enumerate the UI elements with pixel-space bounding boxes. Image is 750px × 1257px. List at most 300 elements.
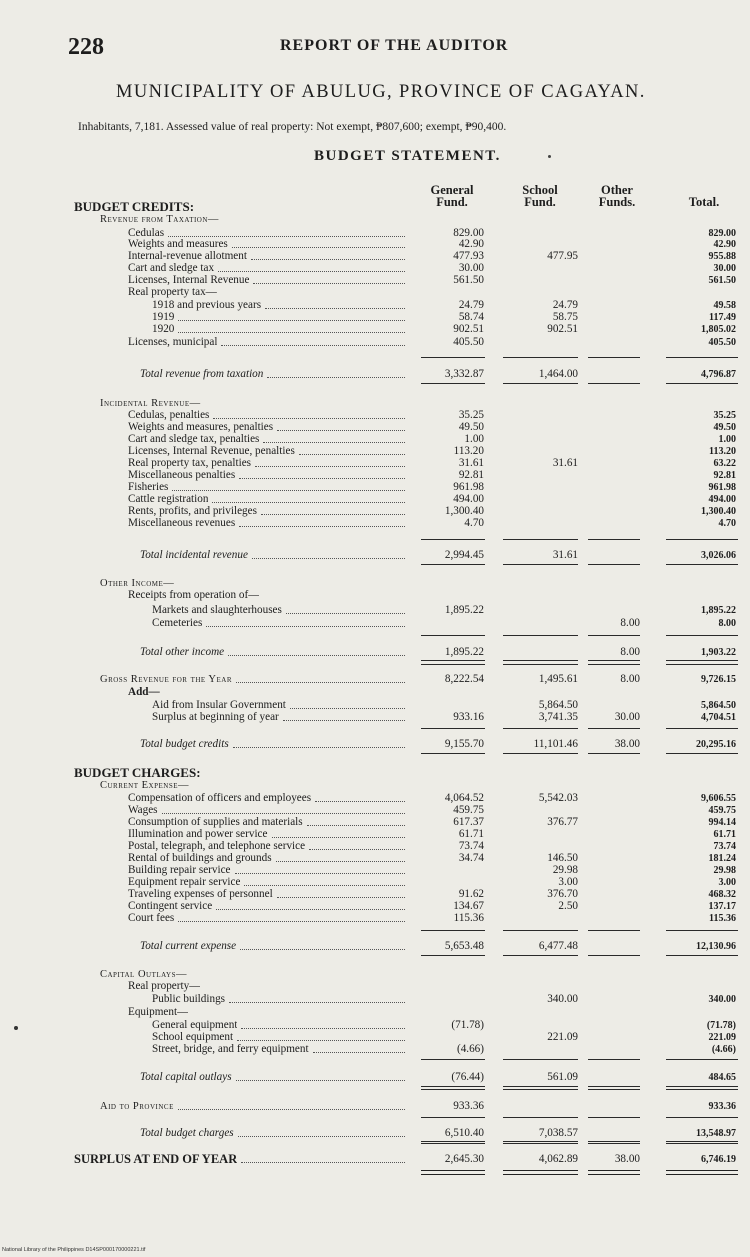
row-label: Other Income— xyxy=(100,578,175,589)
general-fund-cell: 30.00 xyxy=(458,262,484,274)
row-label: Miscellaneous penalties xyxy=(128,469,236,481)
table-row xyxy=(0,646,750,659)
column-rule xyxy=(421,1170,485,1175)
column-rule xyxy=(588,1089,640,1090)
row-label: Equipment— xyxy=(128,1006,189,1018)
table-row xyxy=(0,1127,750,1140)
school-fund-cell: 376.70 xyxy=(547,888,578,900)
column-rule xyxy=(421,1086,485,1087)
column-rule xyxy=(588,1170,640,1175)
column-rule xyxy=(421,664,485,665)
general-fund-cell: 5,653.48 xyxy=(444,940,484,952)
column-rule xyxy=(503,1089,578,1090)
dot-leader xyxy=(229,1002,405,1003)
dot-leader xyxy=(241,1028,405,1029)
dot-leader xyxy=(232,247,405,248)
column-rule xyxy=(421,635,485,636)
column-header-total: Total. xyxy=(688,195,720,209)
school-fund-cell: 1,464.00 xyxy=(538,368,578,380)
column-rule xyxy=(588,1143,640,1144)
total-cell: 1,895.22 xyxy=(701,605,736,616)
school-fund-cell: 5,864.50 xyxy=(538,699,578,711)
row-label: Cattle registration xyxy=(128,493,209,505)
row-label: Cedulas, penalties xyxy=(128,409,210,421)
column-rule xyxy=(666,564,738,565)
row-label: Total other income xyxy=(140,646,225,658)
column-rule xyxy=(588,728,640,729)
row-label: Incidental Revenue— xyxy=(100,398,201,409)
column-rule xyxy=(503,539,578,540)
row-label: Real property— xyxy=(128,980,201,992)
row-label: Real property tax, penalties xyxy=(128,457,252,469)
dot-leader xyxy=(162,813,405,814)
speck-mark xyxy=(548,155,551,158)
total-cell: 933.36 xyxy=(708,1101,736,1112)
row-label: Cemeteries xyxy=(152,617,203,629)
column-rule xyxy=(421,1143,485,1144)
dot-leader xyxy=(277,430,405,431)
school-fund-cell: 31.61 xyxy=(552,457,578,469)
dot-leader xyxy=(290,708,405,709)
column-rule xyxy=(421,1089,485,1090)
row-label: Equipment repair service xyxy=(128,876,241,888)
column-rule xyxy=(666,1170,738,1175)
dot-leader xyxy=(299,454,405,455)
row-label: Court fees xyxy=(128,912,175,924)
dot-leader xyxy=(178,320,405,321)
row-label: Markets and slaughterhouses xyxy=(152,604,282,616)
column-rule xyxy=(588,564,640,565)
school-fund-cell: 376.77 xyxy=(547,816,578,828)
general-fund-cell: 459.75 xyxy=(453,804,484,816)
row-label: Capital Outlays— xyxy=(100,969,188,980)
column-rule xyxy=(666,1141,738,1142)
total-cell: 181.24 xyxy=(708,853,736,864)
row-label: Consumption of supplies and materials xyxy=(128,816,303,828)
school-fund-cell: 11,101.46 xyxy=(533,738,578,750)
column-rule xyxy=(503,753,578,754)
dot-leader xyxy=(286,613,405,614)
column-rule xyxy=(421,383,485,384)
school-fund-cell: 340.00 xyxy=(547,993,578,1005)
table-row xyxy=(0,517,750,530)
total-cell: 484.65 xyxy=(708,1072,736,1083)
row-label: Total capital outlays xyxy=(140,1071,232,1083)
other-funds-cell: 8.00 xyxy=(620,673,640,685)
general-fund-cell: 4,064.52 xyxy=(444,792,484,804)
school-fund-cell: 31.61 xyxy=(552,549,578,561)
general-fund-cell: 902.51 xyxy=(453,323,484,335)
column-rule xyxy=(666,357,738,358)
total-cell: 5,864.50 xyxy=(701,700,736,711)
general-fund-cell: 4.70 xyxy=(464,517,484,529)
column-rule xyxy=(503,1141,578,1142)
row-label: Current Expense— xyxy=(100,780,189,791)
general-fund-cell: (76.44) xyxy=(451,1071,484,1083)
general-fund-cell: 1.00 xyxy=(464,433,484,445)
total-cell: 92.81 xyxy=(713,470,736,481)
row-label: Rental of buildings and grounds xyxy=(128,852,272,864)
general-fund-cell: 134.67 xyxy=(453,900,484,912)
row-label: Total current expense xyxy=(140,940,237,952)
column-rule xyxy=(588,753,640,754)
row-label: Internal-revenue allotment xyxy=(128,250,247,262)
row-label: Revenue from Taxation— xyxy=(100,214,219,225)
school-fund-cell: 3,741.35 xyxy=(538,711,578,723)
dot-leader xyxy=(239,478,405,479)
general-fund-cell: 49.50 xyxy=(458,421,484,433)
table-row xyxy=(0,589,750,602)
column-rule xyxy=(666,664,738,665)
total-cell: 1,903.22 xyxy=(701,647,736,658)
dot-leader xyxy=(261,514,405,515)
column-rule xyxy=(421,564,485,565)
general-fund-cell: 2,994.45 xyxy=(444,549,484,561)
dot-leader xyxy=(265,308,405,309)
general-fund-cell: 91.62 xyxy=(458,888,484,900)
total-cell: 3.00 xyxy=(718,877,736,888)
row-label: Cart and sledge tax xyxy=(128,262,215,274)
dot-leader xyxy=(307,825,405,826)
total-cell: 955.88 xyxy=(708,251,736,262)
dot-leader xyxy=(255,466,405,467)
dot-leader xyxy=(277,897,405,898)
column-rule xyxy=(421,539,485,540)
column-rule xyxy=(666,1086,738,1087)
municipality-title: MUNICIPALITY OF ABULUG, PROVINCE OF CAGAYAN. xyxy=(116,82,646,102)
total-cell: 4.70 xyxy=(718,518,736,529)
row-label: Miscellaneous revenues xyxy=(128,517,236,529)
general-fund-cell: 405.50 xyxy=(453,336,484,348)
general-fund-cell: 933.36 xyxy=(453,1100,484,1112)
row-label: Total budget charges xyxy=(140,1127,234,1139)
column-rule xyxy=(503,383,578,384)
table-row xyxy=(0,617,750,630)
total-cell: 9,606.55 xyxy=(701,793,736,804)
column-rule xyxy=(588,930,640,931)
table-row xyxy=(0,711,750,724)
dot-leader xyxy=(309,849,405,850)
general-fund-cell: 115.36 xyxy=(453,912,484,924)
page-number: 228 xyxy=(68,34,104,60)
school-fund-cell: 6,477.48 xyxy=(538,940,578,952)
general-fund-cell: 961.98 xyxy=(453,481,484,493)
total-cell: 49.58 xyxy=(713,300,736,311)
dot-leader xyxy=(168,236,405,237)
other-funds-cell: 30.00 xyxy=(614,711,640,723)
column-rule xyxy=(503,664,578,665)
column-rule xyxy=(503,1170,578,1175)
column-rule xyxy=(666,955,738,956)
dot-leader xyxy=(252,558,405,559)
other-funds-cell: 8.00 xyxy=(620,617,640,629)
school-fund-cell: 24.79 xyxy=(552,299,578,311)
row-label: BUDGET CREDITS: xyxy=(74,200,195,213)
row-label: Wages xyxy=(128,804,158,816)
speck-mark xyxy=(14,1026,18,1030)
general-fund-cell: 73.74 xyxy=(458,840,484,852)
total-cell: 73.74 xyxy=(713,841,736,852)
total-cell: 994.14 xyxy=(708,817,736,828)
column-rule xyxy=(421,1059,485,1060)
total-cell: 30.00 xyxy=(713,263,736,274)
row-label: Weights and measures, penalties xyxy=(128,421,274,433)
total-cell: 61.71 xyxy=(713,829,736,840)
dot-leader xyxy=(237,1040,405,1041)
table-row xyxy=(0,200,750,213)
column-rule xyxy=(588,660,640,661)
table-row xyxy=(0,1006,750,1019)
dot-leader xyxy=(283,720,405,721)
general-fund-cell: 58.74 xyxy=(458,311,484,323)
row-label: Add— xyxy=(128,686,160,698)
row-label: Licenses, Internal Revenue, penalties xyxy=(128,445,295,457)
general-fund-cell: 35.25 xyxy=(458,409,484,421)
column-rule xyxy=(503,660,578,661)
school-fund-cell: 2.50 xyxy=(558,900,578,912)
total-cell: 6,746.19 xyxy=(701,1154,736,1165)
general-fund-cell: 1,895.22 xyxy=(444,604,484,616)
general-fund-cell: 9,155.70 xyxy=(444,738,484,750)
dot-leader xyxy=(272,837,406,838)
total-cell: 137.17 xyxy=(708,901,736,912)
total-cell: 117.49 xyxy=(709,312,736,323)
row-label: Illumination and power service xyxy=(128,828,268,840)
table-row xyxy=(0,673,750,686)
row-label: Aid to Province xyxy=(100,1101,174,1112)
total-cell: 20,295.16 xyxy=(696,739,736,750)
column-rule xyxy=(666,660,738,661)
row-label: School equipment xyxy=(152,1031,234,1043)
column-header-school-fund: School Fund. xyxy=(522,183,558,209)
column-rule xyxy=(503,930,578,931)
table-row xyxy=(0,766,750,779)
column-rule xyxy=(666,1059,738,1060)
statement-title: BUDGET STATEMENT. xyxy=(314,148,501,164)
row-label: Fisheries xyxy=(128,481,169,493)
column-rule xyxy=(666,383,738,384)
column-rule xyxy=(666,1143,738,1144)
row-label: SURPLUS AT END OF YEAR xyxy=(74,1153,238,1166)
dot-leader xyxy=(240,949,405,950)
dot-leader xyxy=(236,1080,405,1081)
dot-leader xyxy=(172,490,405,491)
row-label: Compensation of officers and employees xyxy=(128,792,312,804)
general-fund-cell: 61.71 xyxy=(458,828,484,840)
row-label: Cart and sledge tax, penalties xyxy=(128,433,260,445)
total-cell: 494.00 xyxy=(708,494,736,505)
general-fund-cell: 2,645.30 xyxy=(444,1153,484,1165)
general-fund-cell: 113.20 xyxy=(453,445,484,457)
row-label: BUDGET CHARGES: xyxy=(74,766,201,779)
column-rule xyxy=(588,955,640,956)
total-cell: 9,726.15 xyxy=(701,674,736,685)
row-label: 1918 and previous years xyxy=(152,299,262,311)
column-rule xyxy=(503,1059,578,1060)
row-label: Street, bridge, and ferry equipment xyxy=(152,1043,309,1055)
column-rule xyxy=(421,357,485,358)
dot-leader xyxy=(218,271,405,272)
school-fund-cell: 29.98 xyxy=(552,864,578,876)
table-row xyxy=(0,686,750,699)
general-fund-cell: 3,332.87 xyxy=(444,368,484,380)
column-rule xyxy=(588,664,640,665)
column-header-general-fund: General Fund. xyxy=(430,183,474,209)
total-cell: 63.22 xyxy=(713,458,736,469)
dot-leader xyxy=(236,682,405,683)
table-row xyxy=(0,1043,750,1056)
total-cell: 35.25 xyxy=(713,410,736,421)
dot-leader xyxy=(216,909,405,910)
column-rule xyxy=(588,1117,640,1118)
dot-leader xyxy=(233,747,405,748)
column-rule xyxy=(421,1117,485,1118)
school-fund-cell: 58.75 xyxy=(552,311,578,323)
general-fund-cell: (71.78) xyxy=(451,1019,484,1031)
total-cell: 340.00 xyxy=(708,994,736,1005)
dot-leader xyxy=(178,1109,405,1110)
running-head: REPORT OF THE AUDITOR xyxy=(280,37,509,54)
column-rule xyxy=(588,1059,640,1060)
school-fund-cell: 221.09 xyxy=(547,1031,578,1043)
dot-leader xyxy=(178,332,405,333)
column-rule xyxy=(503,1117,578,1118)
total-cell: 4,704.51 xyxy=(701,712,736,723)
table-row xyxy=(0,549,750,562)
inhabitants-line: Inhabitants, 7,181. Assessed value of real property: Not exempt, ₱807,600; exempt, ₱90,400. xyxy=(78,121,507,133)
total-cell: 561.50 xyxy=(708,275,736,286)
total-cell: 468.32 xyxy=(708,889,736,900)
table-row xyxy=(0,993,750,1006)
column-rule xyxy=(503,728,578,729)
general-fund-cell: 34.74 xyxy=(458,852,484,864)
column-rule xyxy=(421,660,485,661)
row-label: Real property tax— xyxy=(128,286,217,298)
total-cell: 12,130.96 xyxy=(696,941,736,952)
table-row xyxy=(0,323,750,336)
dot-leader xyxy=(251,259,405,260)
school-fund-cell: 146.50 xyxy=(547,852,578,864)
table-row xyxy=(0,1153,750,1166)
total-cell: 42.90 xyxy=(713,239,736,250)
row-label: Postal, telegraph, and telephone service xyxy=(128,840,306,852)
total-cell: 1.00 xyxy=(718,434,736,445)
row-label: Aid from Insular Government xyxy=(152,699,286,711)
table-row xyxy=(0,779,750,792)
table-row xyxy=(0,980,750,993)
row-label: Weights and measures xyxy=(128,238,228,250)
table-row xyxy=(0,1071,750,1084)
dot-leader xyxy=(313,1052,405,1053)
general-fund-cell: 6,510.40 xyxy=(444,1127,484,1139)
column-rule xyxy=(503,955,578,956)
general-fund-cell: 477.93 xyxy=(453,250,484,262)
other-funds-cell: 8.00 xyxy=(620,646,640,658)
dot-leader xyxy=(315,801,405,802)
column-rule xyxy=(588,1141,640,1142)
general-fund-cell: 829.00 xyxy=(453,227,484,239)
general-fund-cell: 1,300.40 xyxy=(444,505,484,517)
table-row xyxy=(0,912,750,925)
column-rule xyxy=(503,1143,578,1144)
table-row xyxy=(0,940,750,953)
dot-leader xyxy=(235,873,405,874)
row-label: 1919 xyxy=(152,311,175,323)
dot-leader xyxy=(263,442,405,443)
column-rule xyxy=(666,1117,738,1118)
column-rule xyxy=(588,635,640,636)
column-rule xyxy=(421,930,485,931)
dot-leader xyxy=(239,526,405,527)
dot-leader xyxy=(206,626,405,627)
total-cell: 221.09 xyxy=(708,1032,736,1043)
total-cell: 115.36 xyxy=(709,913,736,924)
column-rule xyxy=(421,728,485,729)
other-funds-cell: 38.00 xyxy=(614,1153,640,1165)
dot-leader xyxy=(178,921,405,922)
general-fund-cell: 92.81 xyxy=(458,469,484,481)
total-cell: 829.00 xyxy=(708,228,736,239)
school-fund-cell: 1,495.61 xyxy=(538,673,578,685)
total-cell: 113.20 xyxy=(709,446,736,457)
row-label: Building repair service xyxy=(128,864,231,876)
column-rule xyxy=(666,728,738,729)
total-cell: 1,805.02 xyxy=(701,324,736,335)
page-footer: National Library of the Philippines D14SP000170000221.tif xyxy=(2,1247,146,1253)
total-cell: (4.66) xyxy=(711,1044,736,1055)
school-fund-cell: 7,038.57 xyxy=(538,1127,578,1139)
total-cell: 4,796.87 xyxy=(701,369,736,380)
total-cell: 405.50 xyxy=(708,337,736,348)
row-label: Contingent service xyxy=(128,900,213,912)
school-fund-cell: 5,542.03 xyxy=(538,792,578,804)
column-rule xyxy=(421,753,485,754)
row-label: Traveling expenses of personnel xyxy=(128,888,273,900)
column-rule xyxy=(666,930,738,931)
total-cell: 8.00 xyxy=(718,618,736,629)
table-row xyxy=(0,213,750,226)
dot-leader xyxy=(213,418,405,419)
dot-leader xyxy=(253,283,405,284)
total-cell: 49.50 xyxy=(713,422,736,433)
table-row xyxy=(0,738,750,751)
row-label: Licenses, Internal Revenue xyxy=(128,274,250,286)
dot-leader xyxy=(244,885,405,886)
school-fund-cell: 477.95 xyxy=(547,250,578,262)
table-row xyxy=(0,604,750,617)
row-label: Cedulas xyxy=(128,227,165,239)
column-rule xyxy=(666,635,738,636)
general-fund-cell: 933.16 xyxy=(453,711,484,723)
general-fund-cell: 561.50 xyxy=(453,274,484,286)
general-fund-cell: 42.90 xyxy=(458,238,484,250)
total-cell: 1,300.40 xyxy=(701,506,736,517)
column-rule xyxy=(588,357,640,358)
school-fund-cell: 561.09 xyxy=(547,1071,578,1083)
total-cell: 13,548.97 xyxy=(696,1128,736,1139)
school-fund-cell: 902.51 xyxy=(547,323,578,335)
column-rule xyxy=(503,635,578,636)
dot-leader xyxy=(238,1136,405,1137)
other-funds-cell: 38.00 xyxy=(614,738,640,750)
total-cell: 961.98 xyxy=(708,482,736,493)
column-rule xyxy=(588,539,640,540)
column-rule xyxy=(588,1086,640,1087)
row-label: Total incidental revenue xyxy=(140,549,248,561)
column-rule xyxy=(666,539,738,540)
general-fund-cell: 24.79 xyxy=(458,299,484,311)
dot-leader xyxy=(221,345,405,346)
